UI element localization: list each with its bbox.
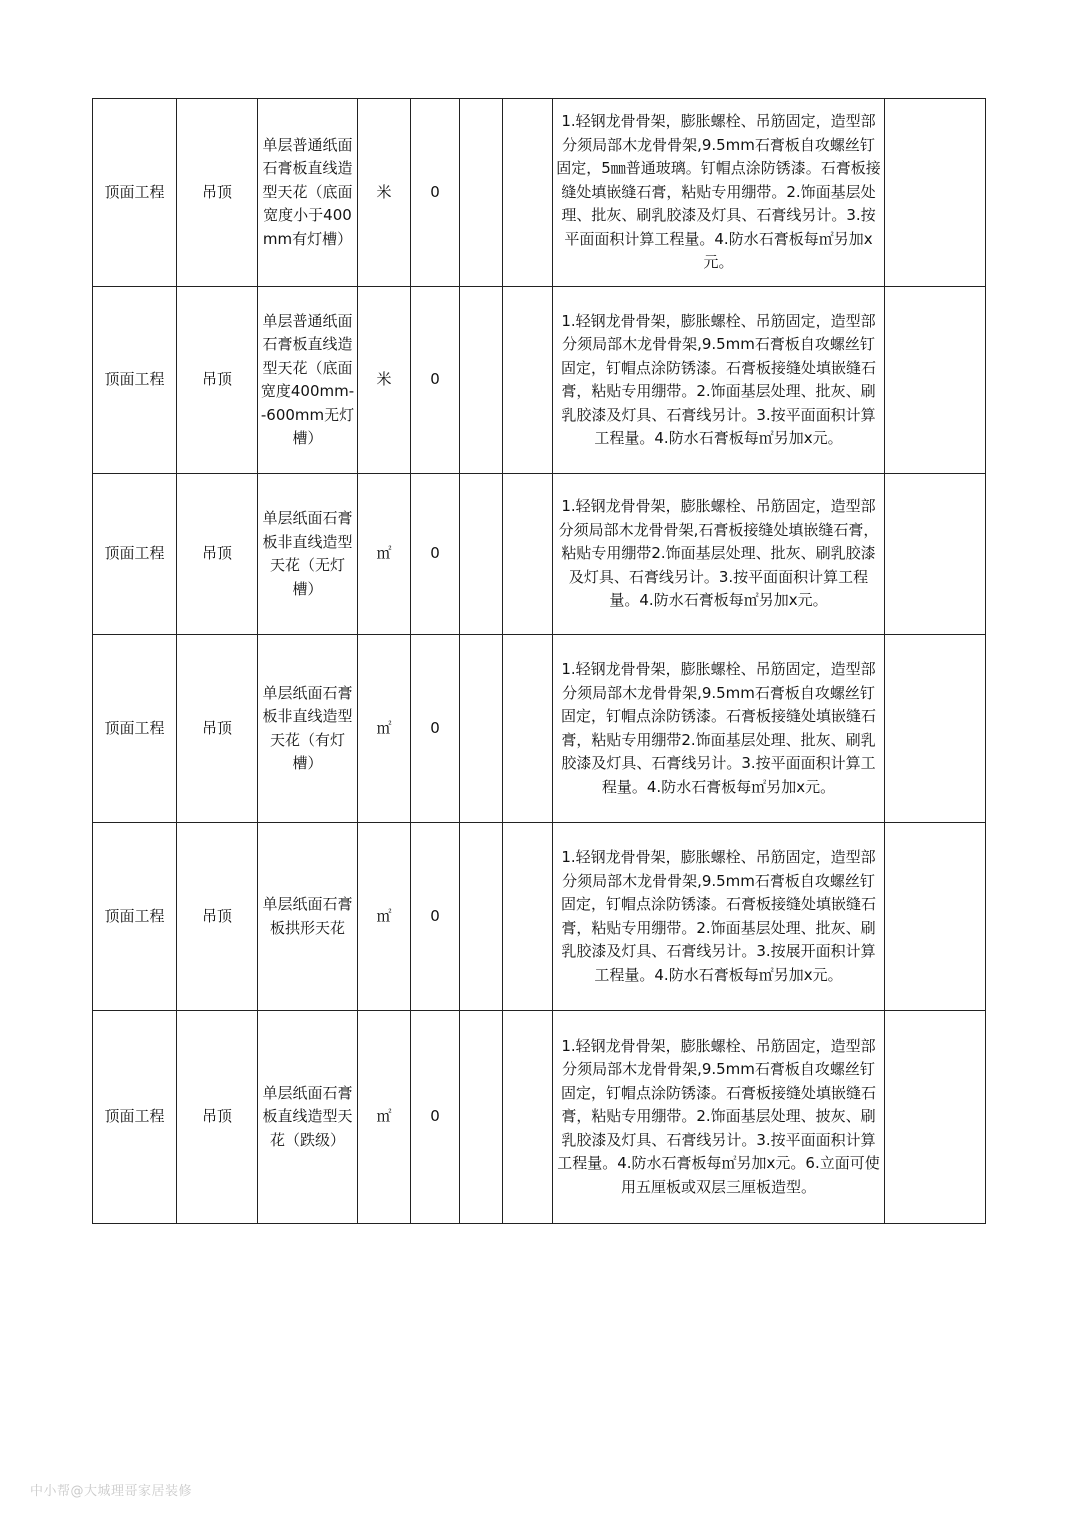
quantity-cell: 0 [411, 474, 460, 635]
subcategory-cell: 吊顶 [177, 1011, 258, 1224]
subcategory-cell: 吊顶 [177, 474, 258, 635]
item-name-cell: 单层普通纸面石膏板直线造型天花（底面宽度小于400mm有灯槽） [258, 99, 358, 287]
item-name-cell: 单层纸面石膏板直线造型天花（跌级） [258, 1011, 358, 1224]
description-cell: 1.轻钢龙骨骨架，膨胀螺栓、吊筋固定，造型部分须局部木龙骨骨架,9.5mm石膏板自攻螺丝钉固定，钉帽点涂防锈漆。石膏板接缝处填嵌缝石膏，粘贴专用绷带2.饰面基层处理、批灰、刷乳胶漆及灯具、石膏线另计。3.按平面面积计算工程量。4.防水石膏板每㎡另加x元。 [553, 635, 885, 823]
empty-cell [503, 99, 553, 287]
item-name-cell: 单层普通纸面石膏板直线造型天花（底面宽度400mm--600mm无灯槽） [258, 287, 358, 474]
empty-cell [503, 474, 553, 635]
table-row [93, 635, 986, 823]
quantity-cell: 0 [411, 823, 460, 1011]
category-cell: 顶面工程 [93, 474, 177, 635]
subcategory-cell: 吊顶 [177, 287, 258, 474]
unit-cell: ㎡ [358, 823, 411, 1011]
unit-cell: ㎡ [358, 635, 411, 823]
table-row [93, 474, 986, 635]
quantity-cell: 0 [411, 635, 460, 823]
remark-cell [885, 287, 986, 474]
remark-cell [885, 1011, 986, 1224]
remark-cell [885, 823, 986, 1011]
quantity-cell: 0 [411, 99, 460, 287]
table-row [93, 99, 986, 287]
unit-cell: ㎡ [358, 1011, 411, 1224]
empty-cell [460, 474, 503, 635]
watermark-text: 中小帮@大城理哥家居装修 [30, 1484, 193, 1499]
category-cell: 顶面工程 [93, 287, 177, 474]
category-cell: 顶面工程 [93, 823, 177, 1011]
empty-cell [503, 287, 553, 474]
unit-cell: 米 [358, 287, 411, 474]
subcategory-cell: 吊顶 [177, 635, 258, 823]
empty-cell [460, 1011, 503, 1224]
item-name-cell: 单层纸面石膏板拱形天花 [258, 823, 358, 1011]
empty-cell [503, 1011, 553, 1224]
subcategory-cell: 吊顶 [177, 99, 258, 287]
item-name-cell: 单层纸面石膏板非直线造型天花（有灯槽） [258, 635, 358, 823]
description-cell: 1.轻钢龙骨骨架，膨胀螺栓、吊筋固定，造型部分须局部木龙骨骨架,石膏板接缝处填嵌缝石膏，粘贴专用绷带2.饰面基层处理、批灰、刷乳胶漆及灯具、石膏线另计。3.按平面面积计算工程量。4.防水石膏板每㎡另加x元。 [553, 474, 885, 635]
empty-cell [503, 823, 553, 1011]
empty-cell [503, 635, 553, 823]
category-cell: 顶面工程 [93, 1011, 177, 1224]
table-row [93, 287, 986, 474]
description-cell: 1.轻钢龙骨骨架，膨胀螺栓、吊筋固定，造型部分须局部木龙骨骨架,9.5mm石膏板自攻螺丝钉固定，钉帽点涂防锈漆。石膏板接缝处填嵌缝石膏，粘贴专用绷带。2.饰面基层处理、批灰、刷乳胶漆及灯具、石膏线另计。3.按展开面积计算工程量。4.防水石膏板每㎡另加x元。 [553, 823, 885, 1011]
remark-cell [885, 474, 986, 635]
description-cell: 1.轻钢龙骨骨架，膨胀螺栓、吊筋固定，造型部分须局部木龙骨骨架,9.5mm石膏板自攻螺丝钉固定，钉帽点涂防锈漆。石膏板接缝处填嵌缝石膏，粘贴专用绷带。2.饰面基层处理、批灰、刷乳胶漆及灯具、石膏线另计。3.按平面面积计算工程量。4.防水石膏板每㎡另加x元。 [553, 287, 885, 474]
empty-cell [460, 635, 503, 823]
quantity-cell: 0 [411, 1011, 460, 1224]
category-cell: 顶面工程 [93, 635, 177, 823]
table-row [93, 823, 986, 1011]
table-row [93, 1011, 986, 1224]
remark-cell [885, 635, 986, 823]
empty-cell [460, 287, 503, 474]
item-name-cell: 单层纸面石膏板非直线造型天花（无灯槽） [258, 474, 358, 635]
remark-cell [885, 99, 986, 287]
unit-cell: ㎡ [358, 474, 411, 635]
unit-cell: 米 [358, 99, 411, 287]
subcategory-cell: 吊顶 [177, 823, 258, 1011]
category-cell: 顶面工程 [93, 99, 177, 287]
description-cell: 1.轻钢龙骨骨架，膨胀螺栓、吊筋固定，造型部分须局部木龙骨骨架,9.5mm石膏板自攻螺丝钉固定，钉帽点涂防锈漆。石膏板接缝处填嵌缝石膏，粘贴专用绷带。2.饰面基层处理、披灰、刷乳胶漆及灯具、石膏线另计。3.按平面面积计算工程量。4.防水石膏板每㎡另加x元。6.立面可使用五厘板或双层三厘板造型。 [553, 1011, 885, 1224]
quotation-table [92, 98, 986, 1224]
empty-cell [460, 99, 503, 287]
empty-cell [460, 823, 503, 1011]
quantity-cell: 0 [411, 287, 460, 474]
description-cell: 1.轻钢龙骨骨架，膨胀螺栓、吊筋固定，造型部分须局部木龙骨骨架,9.5mm石膏板自攻螺丝钉固定，5㎜普通玻璃。钉帽点涂防锈漆。石膏板接缝处填嵌缝石膏，粘贴专用绷带。2.饰面基层处理、批灰、刷乳胶漆及灯具、石膏线另计。3.按平面面积计算工程量。4.防水石膏板每㎡另加x元。 [553, 99, 885, 287]
